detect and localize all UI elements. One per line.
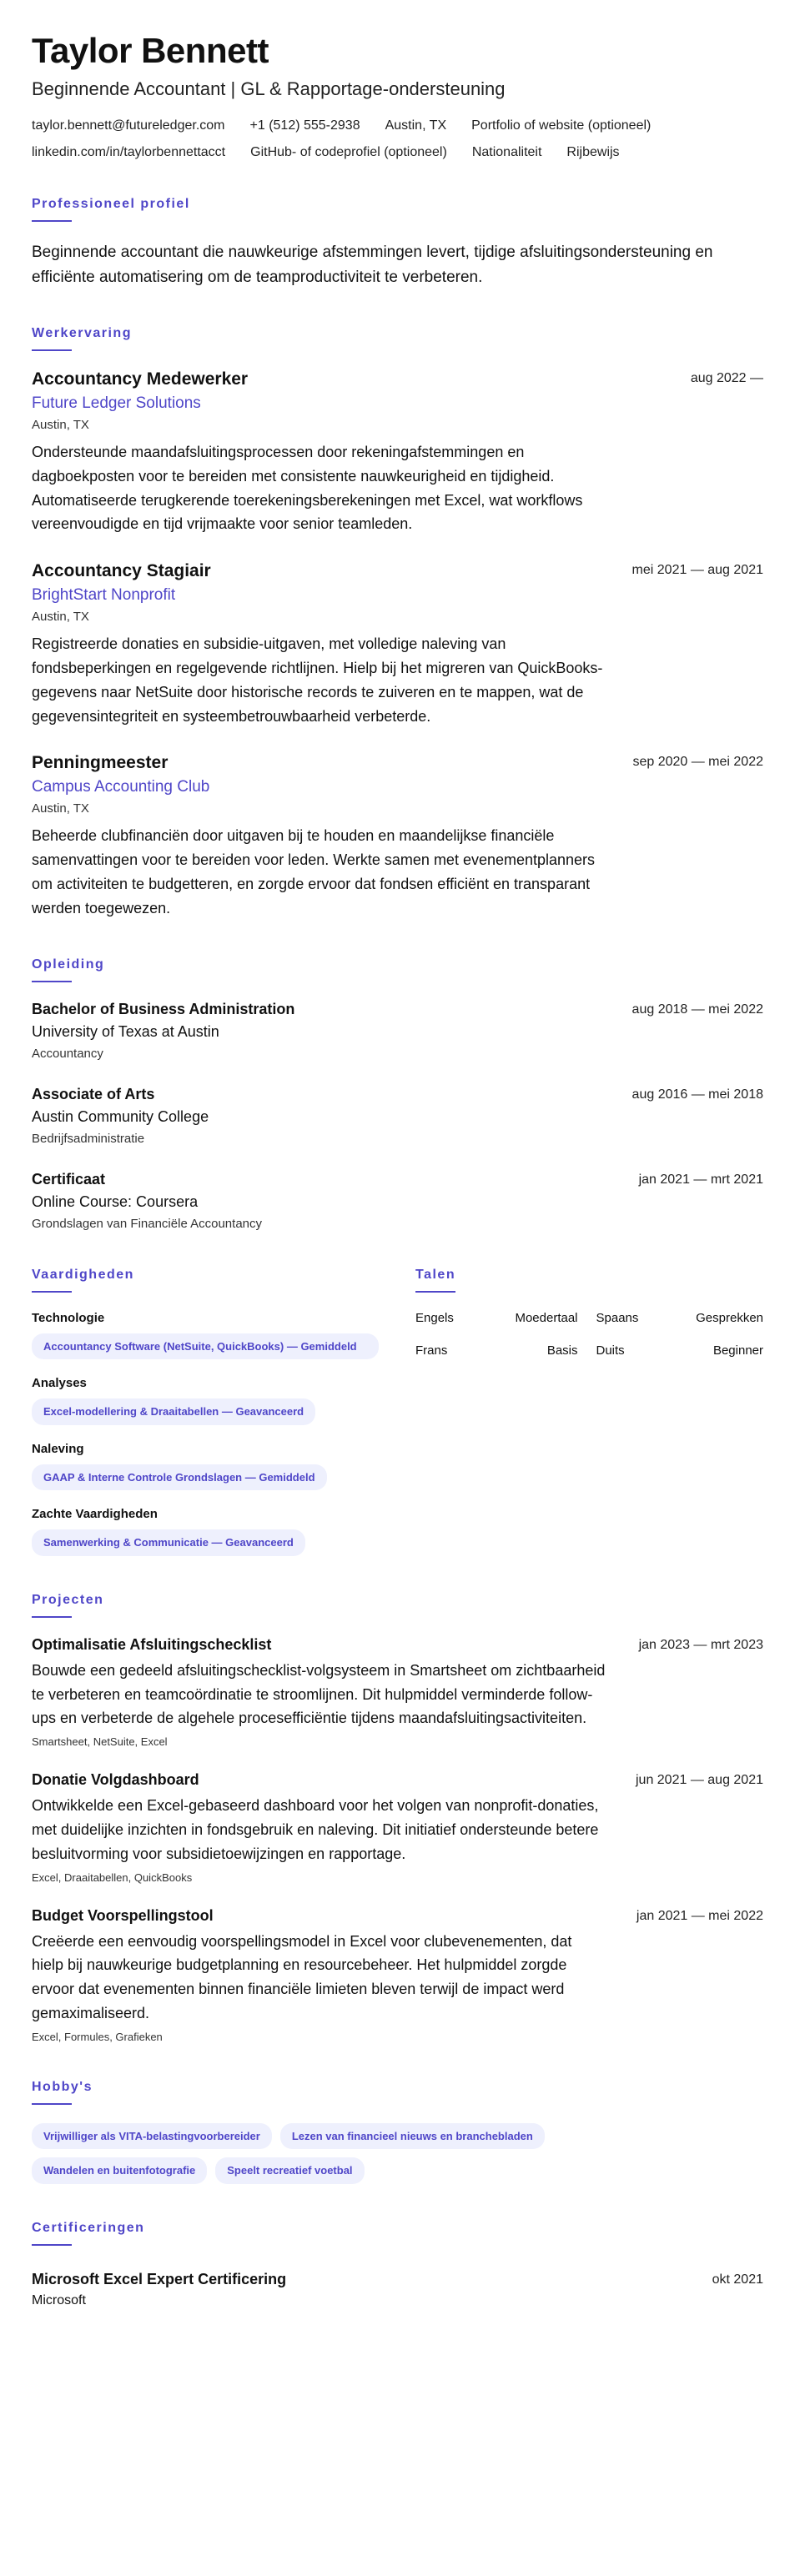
language-item <box>590 1311 764 1325</box>
experience-section <box>32 326 763 921</box>
skills-column <box>32 1268 379 1556</box>
hobby-chip: Wandelen en buitenfotografie <box>32 2157 207 2184</box>
education-field: Accountancy <box>32 1046 103 1061</box>
contact-phone[interactable]: +1 (512) 555-2938 <box>249 118 360 133</box>
languages-column <box>415 1268 763 1556</box>
education-school: Online Course: Coursera <box>32 1193 199 1210</box>
education-dates: jan 2021 — mrt 2021 <box>638 1172 763 1187</box>
certification-entry <box>32 2271 763 2308</box>
contact-email[interactable]: taylor.bennett@futureledger.com <box>32 118 225 133</box>
section-divider <box>32 1291 72 1293</box>
skill-group <box>32 1376 379 1425</box>
project-technologies: Excel, Formules, Grafieken <box>32 2030 163 2043</box>
language-item <box>590 1343 764 1358</box>
experience-description: Registreerde donaties en subsidie-uitgaven, met volledige naleving van fondsbeperkingen en regelgevende richtlijnen. Hielp bij het migreren van QuickBooks-gegevens naar NetSuite door historische records te zuiveren en te mappen, wat de gegevensintegriteit en systeembetrouwbaarheid verbeterde. <box>32 635 603 725</box>
language-item <box>415 1311 590 1325</box>
section-divider <box>32 2244 72 2246</box>
contact-portfolio[interactable]: Portfolio of website (optioneel) <box>471 118 652 133</box>
certification-issuer: Microsoft <box>32 2292 86 2307</box>
hobby-chip: Lezen van financieel nieuws en branchebladen <box>280 2123 545 2150</box>
education-dates: aug 2016 — mei 2018 <box>631 1087 763 1102</box>
experience-entry <box>32 561 763 728</box>
section-divider <box>32 981 72 982</box>
section-title: Vaardigheden <box>32 1267 134 1282</box>
education-field: Bedrijfsadministratie <box>32 1131 145 1146</box>
experience-description: Beheerde clubfinanciën door uitgaven bij te houden en maandelijkse financiële samenvattingen voor te bereiden voor leden. Werkte samen met evenementplanners om activiteiten te budgetteren, en zorgde ervoor dat fondsen efficiënt en transparant werden toegewezen. <box>32 827 596 916</box>
project-dates: jan 2021 — mei 2022 <box>636 1908 763 1923</box>
experience-role: Accountancy Stagiair <box>32 561 211 581</box>
language-item <box>415 1343 590 1358</box>
project-entry <box>32 1771 763 1883</box>
project-entry <box>32 1907 763 2043</box>
project-description: Bouwde een gedeeld afsluitingschecklist-volgsysteem in Smartsheet om zichtbaarheid te verbeteren en teamcoördinatie te stroomlijnen. Dit hulpmiddel verminderde follow-ups en verbeterde de algehele procesefficiëntie tijdens maandafsluitingsactiviteiten. <box>32 1661 606 1727</box>
project-description: Creëerde een eenvoudig voorspellingsmodel in Excel voor clubevenementen, dat hielp bij nauwkeurige budgetplanning en resourcebeheer. Het hulpmiddel zorgde ervoor dat evenementen binnen financiële limieten bleven terwijl de impact werd gemaximaliseerd. <box>32 1932 572 2021</box>
language-name: Frans <box>415 1343 448 1358</box>
experience-dates: sep 2020 — mei 2022 <box>632 755 763 770</box>
certification-title: Microsoft Excel Expert Certificering <box>32 2270 287 2287</box>
section-title: Hobby's <box>32 2079 93 2094</box>
section-divider <box>32 220 72 222</box>
section-title: Professioneel profiel <box>32 197 190 212</box>
experience-dates: mei 2021 — aug 2021 <box>631 563 763 578</box>
experience-entry <box>32 369 763 536</box>
skill-group-name: Zachte Vaardigheden <box>32 1507 158 1522</box>
education-school: University of Texas at Austin <box>32 1022 219 1040</box>
education-field: Grondslagen van Financiële Accountancy <box>32 1216 263 1231</box>
experience-description: Ondersteunde maandafsluitingsprocessen door rekeningafstemmingen en dagboekposten voor te bereiden met consistente nauwkeurigheid en tijdigheid. Automatiseerde terugkerende toerekeningsberekeningen met Excel, wat workflows vereenvoudigde en tijd vrijmaakte voor senior teamleden. <box>32 444 583 533</box>
projects-section <box>32 1593 763 2043</box>
hobby-chip: Speelt recreatief voetbal <box>215 2157 364 2184</box>
resume-header <box>32 32 763 160</box>
hobbies-section <box>32 2080 763 2184</box>
section-divider <box>32 349 72 351</box>
section-title: Talen <box>415 1267 456 1282</box>
section-divider <box>32 2103 72 2105</box>
section-title: Projecten <box>32 1592 104 1607</box>
project-title: Optimalisatie Afsluitingschecklist <box>32 1635 272 1653</box>
contact-drivers-license: Rijbewijs <box>566 145 620 160</box>
certifications-section <box>32 2221 763 2308</box>
skill-group-name: Naleving <box>32 1441 84 1456</box>
section-title: Werkervaring <box>32 326 132 341</box>
education-dates: aug 2018 — mei 2022 <box>631 1002 763 1017</box>
education-entry <box>32 1171 763 1231</box>
education-entry <box>32 1001 763 1061</box>
education-entry <box>32 1086 763 1146</box>
project-description: Ontwikkelde een Excel-gebaseerd dashboard voor het volgen van nonprofit-donaties, met duidelijke inzichten in fondsgebruik en naleving. Dit initiatief ondersteunde betere besluitvorming voor subsidietoewijzingen en rapportage. <box>32 1797 599 1862</box>
hobby-chip: Vrijwilliger als VITA-belastingvoorbereider <box>32 2123 272 2150</box>
education-degree: Bachelor of Business Administration <box>32 1000 295 1017</box>
skill-group <box>32 1507 379 1556</box>
project-title: Budget Voorspellingstool <box>32 1906 214 1924</box>
language-level: Basis <box>546 1343 578 1358</box>
section-title: Certificeringen <box>32 2220 145 2235</box>
skill-chip: GAAP & Interne Controle Grondslagen — Gemiddeld <box>32 1464 327 1491</box>
project-technologies: Excel, Draaitabellen, QuickBooks <box>32 1870 193 1884</box>
section-title: Opleiding <box>32 957 105 972</box>
skill-chip: Excel-modellering & Draaitabellen — Geavanceerd <box>32 1398 315 1425</box>
experience-entry <box>32 753 763 920</box>
experience-role: Accountancy Medewerker <box>32 369 249 389</box>
section-divider <box>32 1616 72 1618</box>
skills-languages-section <box>32 1268 763 1556</box>
contact-linkedin[interactable]: linkedin.com/in/taylorbennettacct <box>32 145 226 160</box>
certification-date: okt 2021 <box>712 2272 763 2287</box>
profile-section <box>32 197 763 289</box>
project-dates: jan 2023 — mrt 2023 <box>638 1637 763 1652</box>
skill-chip: Accountancy Software (NetSuite, QuickBooks) — Gemiddeld <box>32 1333 379 1360</box>
language-level: Beginner <box>712 1343 763 1358</box>
experience-role: Penningmeester <box>32 753 169 773</box>
education-school: Austin Community College <box>32 1107 209 1125</box>
experience-location: Austin, TX <box>32 418 89 433</box>
skill-group <box>32 1311 379 1360</box>
language-name: Duits <box>596 1343 625 1358</box>
language-level: Gesprekken <box>696 1310 763 1325</box>
experience-location: Austin, TX <box>32 610 89 625</box>
experience-company: BrightStart Nonprofit <box>32 586 176 605</box>
contact-github[interactable]: GitHub- of codeprofiel (optioneel) <box>250 145 447 160</box>
experience-company: Future Ledger Solutions <box>32 394 201 413</box>
education-section <box>32 957 763 1231</box>
project-entry <box>32 1636 763 1748</box>
project-title: Donatie Volgdashboard <box>32 1771 199 1789</box>
skill-group-name: Analyses <box>32 1376 87 1391</box>
profile-summary: Beginnende accountant die nauwkeurige afstemmingen levert, tijdige afsluitingsondersteuning en efficiënte automatisering om de teamproductiviteit te verbeteren. <box>32 244 713 286</box>
skill-group <box>32 1442 379 1491</box>
language-level: Moedertaal <box>515 1310 578 1325</box>
education-degree: Associate of Arts <box>32 1085 155 1102</box>
language-name: Spaans <box>596 1310 639 1325</box>
education-degree: Certificaat <box>32 1170 106 1188</box>
contact-location: Austin, TX <box>385 118 447 133</box>
candidate-headline: Beginnende Accountant | GL & Rapportage-ondersteuning <box>32 78 506 100</box>
skill-chip: Samenwerking & Communicatie — Geavanceerd <box>32 1529 305 1556</box>
language-name: Engels <box>415 1310 454 1325</box>
experience-dates: aug 2022 — <box>690 371 763 386</box>
contact-nationality: Nationaliteit <box>471 145 542 160</box>
experience-company: Campus Accounting Club <box>32 778 210 796</box>
project-dates: jun 2021 — aug 2021 <box>635 1773 763 1788</box>
contact-list <box>32 118 749 160</box>
project-technologies: Smartsheet, NetSuite, Excel <box>32 1735 168 1749</box>
candidate-name: Taylor Bennett <box>32 31 269 70</box>
skill-group-name: Technologie <box>32 1310 105 1325</box>
experience-location: Austin, TX <box>32 801 89 816</box>
section-divider <box>415 1291 455 1293</box>
